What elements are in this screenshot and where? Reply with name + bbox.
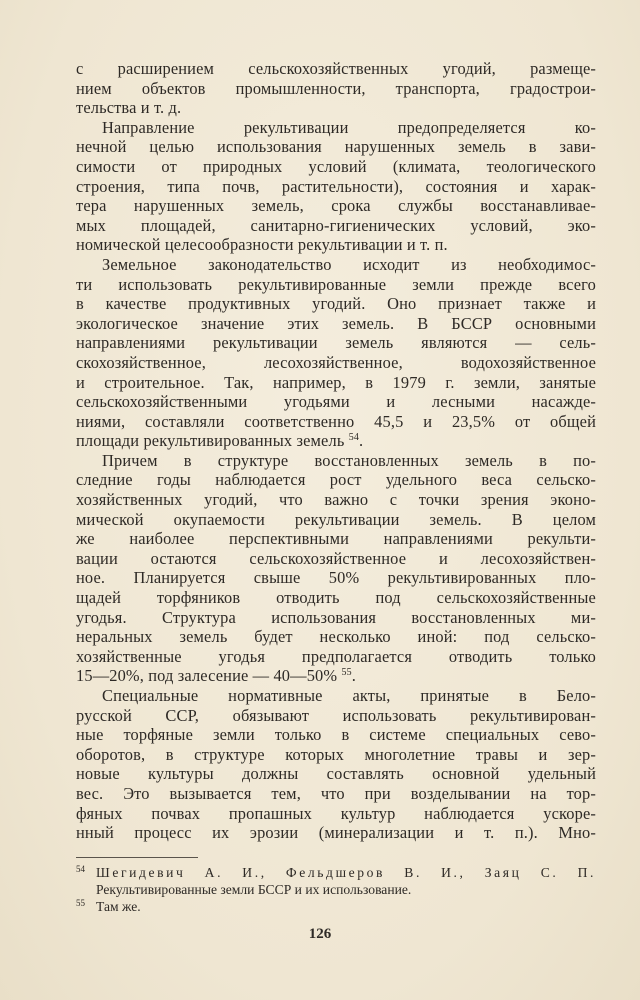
line-text: оборотов, в структуре которых многолетние травы и зер- [76, 744, 596, 764]
line-text: скохозяйственное, лесохозяйственное, водохозяйственное [76, 352, 596, 372]
line-text: угодья. Структура использования восстановленных ми- [76, 607, 596, 627]
line-text: нечной целью использования нарушенных земель в зави- [76, 137, 596, 157]
line-text: неральных земель будет несколько иной: под сельско- [76, 627, 596, 647]
text-line [76, 568, 596, 588]
line-text: же наиболее перспективными направлениями рекульти- [76, 529, 596, 549]
line-text: номической целесообразности рекультивации и т. п. [76, 235, 448, 255]
line-text: Направление рекультивации предопределяется ко- [102, 117, 596, 137]
line-text: фяных почвах пропашных культур наблюдается ускоре- [76, 803, 596, 823]
line-text: ные торфяные земли только в системе специальных сево- [76, 725, 596, 745]
footnotes [76, 864, 596, 915]
text-line [76, 823, 596, 843]
punctuation: . [351, 666, 357, 686]
line-text: мической окупаемости рекультивации земель. В целом [76, 509, 596, 529]
text-line [76, 588, 596, 608]
text-line [76, 373, 596, 393]
text-line [76, 725, 596, 745]
line-text: площади рекультивированных земель [76, 431, 345, 451]
line-text: Специальные нормативные акты, принятые в Бело- [102, 686, 596, 705]
text-line [76, 118, 596, 138]
punctuation: . [359, 431, 364, 451]
line-text: хозяйственные угодья предполагается отводить только [76, 646, 596, 666]
footnote-reference: 54 [348, 432, 360, 444]
text-line [76, 216, 596, 236]
footnote-54-continuation: Рекультивированные земли БССР и их использование. [96, 882, 412, 897]
line-text: тельства и т. д. [76, 98, 182, 118]
text-line [76, 235, 596, 255]
line-text: экологическое значение этих земель. В БССР основными [76, 313, 596, 333]
text-line [76, 275, 596, 295]
text-line [76, 333, 596, 353]
text-line [76, 412, 596, 432]
text-line [76, 706, 596, 726]
text-line [76, 608, 596, 628]
paragraph [76, 255, 596, 451]
line-text: вес. Это вызывается тем, что при возделывании на тор- [76, 783, 596, 803]
footnote-55: 55 Там же. [76, 898, 141, 914]
footnote-divider [76, 857, 198, 858]
text-line [76, 392, 596, 412]
text-line [76, 647, 596, 667]
line-text: вации остаются сельскохозяйственное и лесохозяйствен- [76, 548, 596, 568]
line-text: ти использовать рекультивированные земли прежде всего [76, 274, 596, 294]
line-text: новые культуры должны составлять основной удельный [76, 764, 596, 784]
text-line [76, 627, 596, 647]
line-text: симости от природных условий (климата, теологического [76, 156, 596, 176]
footnote-text: Шегидевич А. И., Фельдшеров В. И., Заяц С. П. [96, 865, 596, 880]
text-line [76, 451, 596, 471]
text-line [76, 490, 596, 510]
body-text [76, 59, 596, 843]
footnote-text: Там же. [96, 899, 141, 914]
line-text: щадей торфяников отводить под сельскохозяйственные [76, 588, 596, 608]
text-line [76, 431, 596, 451]
paragraph [76, 686, 596, 843]
paragraph [76, 451, 596, 686]
text-line [76, 686, 596, 706]
text-line [76, 804, 596, 824]
text-line [76, 549, 596, 569]
text-line [76, 196, 596, 216]
line-text: мых площадей, санитарно-гигиенических условий, эко- [76, 215, 596, 235]
text-line [76, 666, 596, 686]
paragraph [76, 118, 596, 255]
text-line [76, 294, 596, 314]
text-line [76, 137, 596, 157]
line-text: с расширением сельскохозяйственных угодий, размеще- [76, 59, 596, 78]
text-line [76, 314, 596, 334]
line-text: хозяйственных угодий, что важно с точки зрения эконо- [76, 490, 596, 510]
line-text: следние годы наблюдается рост удельного веса сельско- [76, 470, 596, 490]
line-text: русской ССР, обязывают использовать рекультивирован- [76, 705, 596, 725]
line-text: сельскохозяйственными угодьями и лесными насажде- [76, 392, 596, 412]
line-text: Причем в структуре восстановленных земель в по- [102, 450, 596, 470]
text-line [76, 784, 596, 804]
line-text: нием объектов промышленности, транспорта, градострои- [76, 78, 596, 98]
line-text: ниями, составляли соответственно 45,5 и 23,5% от общей [76, 411, 596, 431]
line-text: нный процесс их эрозии (минерализации и т. п.). Мно- [76, 823, 596, 843]
text-line [76, 98, 596, 118]
line-text: строения, типа почв, растительности), состояния и харак- [76, 176, 596, 196]
text-line [76, 59, 596, 79]
text-line [76, 177, 596, 197]
text-line [76, 157, 596, 177]
text-line [76, 745, 596, 765]
footnote-reference: 55 [341, 667, 352, 679]
text-line [76, 353, 596, 373]
line-text: тера нарушенных земель, срока службы восстанавливае- [76, 196, 596, 216]
text-line [76, 79, 596, 99]
text-line [76, 255, 596, 275]
line-text: направлениями рекультивации земель являются — сель- [76, 333, 596, 353]
text-line [76, 510, 596, 530]
text-line [76, 764, 596, 784]
page-number: 126 [308, 926, 332, 942]
line-text: и строительное. Так, например, в 1979 г. земли, занятые [76, 372, 596, 392]
text-line [76, 470, 596, 490]
paragraph [76, 59, 596, 118]
line-text: Земельное законодательство исходит из необходимос- [102, 254, 596, 274]
footnote-54: 54 Шегидевич А. И., Фельдшеров В. И., Заяц С. П. [76, 864, 596, 880]
line-text: ное. Планируется свыше 50% рекультивированных пло- [76, 568, 596, 588]
line-text: в качестве продуктивных угодий. Оно признает также и [76, 294, 596, 314]
text-line [76, 529, 596, 549]
line-text: 15—20%, под залесение — 40—50% [76, 666, 338, 686]
